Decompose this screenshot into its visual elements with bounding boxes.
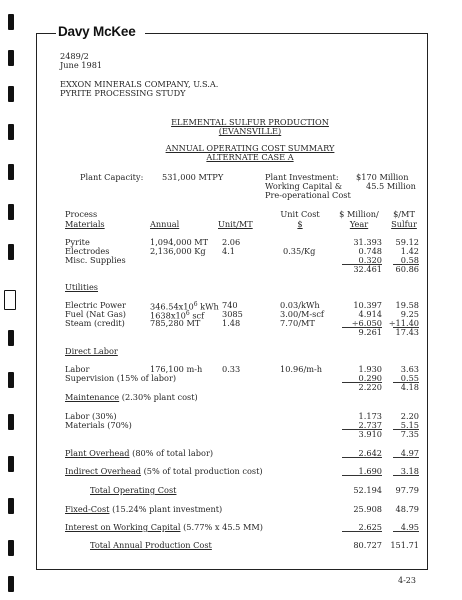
row-unit: 3085 — [222, 309, 243, 319]
row-per-mt: 4.97 — [400, 448, 419, 458]
header-process: Process — [65, 209, 98, 219]
row-million: 2.642 — [358, 448, 382, 458]
plant-investment-value: $170 Million — [356, 172, 409, 182]
frame-bottom — [36, 569, 428, 570]
total-annual-label: Total Annual Production Cost — [90, 540, 212, 550]
preop-label: Pre-operational Cost — [265, 190, 351, 200]
labor-total-million: 2.220 — [358, 382, 382, 392]
row-million: 1.690 — [358, 466, 382, 476]
page-number: 4-23 — [398, 576, 416, 585]
row-label: Pyrite — [65, 237, 90, 247]
row-label: Steam (credit) — [65, 318, 125, 328]
header-rule-left — [36, 33, 56, 34]
row-annual: 1,094,000 MT — [150, 237, 209, 247]
binding-mark — [8, 498, 14, 514]
binding-mark — [8, 124, 14, 140]
working-capital-value: 45.5 Million — [366, 181, 416, 191]
row-per-mt: 0.58 — [400, 255, 419, 265]
total-annual-per-mt: 151.71 — [390, 540, 419, 550]
row-unit: 1.48 — [222, 318, 241, 328]
row-label: Fuel (Nat Gas) — [65, 309, 126, 319]
header-year: Year — [349, 219, 369, 229]
section-utilities: Utilities — [65, 282, 99, 292]
row-unit: 0.33 — [222, 364, 241, 374]
row-label: Misc. Supplies — [65, 255, 126, 265]
binding-mark — [8, 204, 14, 220]
row-per-mt: 4.95 — [400, 522, 419, 532]
labor-total-per-mt: 4.18 — [400, 382, 419, 392]
doc-date: June 1981 — [60, 60, 103, 70]
materials-total-per-mt: 60.86 — [395, 264, 419, 274]
header-million: $ Million/ — [339, 209, 379, 219]
title-line-3: ANNUAL OPERATING COST SUMMARY — [165, 143, 335, 153]
total-operating-million: 52.194 — [353, 485, 382, 495]
maint-total-per-mt: 7.35 — [400, 429, 419, 439]
header-annual: Annual — [150, 219, 180, 229]
subtotal-rule — [342, 475, 382, 476]
row-million: 25.908 — [353, 504, 382, 514]
row-million: 0.748 — [358, 246, 382, 256]
row-million: 0.290 — [358, 373, 382, 383]
binding-mark — [8, 14, 14, 30]
utilities-total-million: 9.261 — [358, 327, 382, 337]
total-annual-million: 80.727 — [353, 540, 382, 550]
title-line-4: ALTERNATE CASE A — [206, 152, 294, 162]
indirect-overhead-row: Indirect Overhead (5% of total production cost) — [65, 466, 263, 476]
binding-mark — [8, 86, 14, 102]
subtotal-rule — [342, 531, 382, 532]
row-per-mt: 2.20 — [400, 411, 419, 421]
title-line-2: (EVANSVILLE) — [218, 126, 282, 136]
client-name: EXXON MINERALS COMPANY, U.S.A. — [60, 79, 219, 89]
plant-capacity-value: 531,000 MTPY — [162, 172, 224, 182]
plant-capacity-label: Plant Capacity: — [80, 172, 144, 182]
row-annual: $346.54x10^6$ kWh — [150, 301, 219, 312]
binding-mark — [8, 164, 14, 180]
binding-mark — [8, 50, 14, 66]
row-million: 4.914 — [358, 309, 382, 319]
title-line-1: ELEMENTAL SULFUR PRODUCTION — [171, 117, 329, 127]
subtotal-rule — [393, 475, 419, 476]
maint-total-million: 3.910 — [358, 429, 382, 439]
binding-mark — [8, 456, 14, 472]
row-per-mt: 5.15 — [400, 420, 419, 430]
plant-overhead-row: Plant Overhead (80% of total labor) — [65, 448, 214, 458]
row-unit-cost: 10.96/m-h — [280, 364, 323, 374]
row-annual: 2,136,000 Kg — [150, 246, 206, 256]
row-per-mt: 59.12 — [395, 237, 419, 247]
row-per-mt: ÷11.40 — [388, 318, 419, 328]
row-million: 31.393 — [353, 237, 382, 247]
subtotal-rule — [393, 457, 419, 458]
utilities-total-per-mt: 17.43 — [395, 327, 419, 337]
row-million: 2.625 — [358, 522, 382, 532]
header-materials: Materials — [65, 219, 105, 229]
row-unit-cost: 3.00/M-scf — [280, 309, 324, 319]
fixed-cost-row: Fixed-Cost (15.24% plant investment) — [65, 504, 223, 514]
row-million: 1.930 — [358, 364, 382, 374]
row-unit-cost: 0.03/kWh — [280, 300, 320, 310]
binding-mark — [8, 414, 14, 430]
binding-mark — [8, 576, 14, 592]
doc-number: 2489/2 — [60, 51, 89, 61]
header-unit-cost-sym: $ — [297, 219, 303, 229]
row-per-mt: 1.42 — [400, 246, 419, 256]
binding-mark — [8, 372, 14, 388]
row-million: ÷6.050 — [351, 318, 382, 328]
row-unit: 4.1 — [222, 246, 236, 256]
header-unit-cost: Unit Cost — [280, 209, 320, 219]
company-logo: Davy McKee — [58, 24, 136, 39]
section-direct-labor: Direct Labor — [65, 346, 118, 356]
row-per-mt: 9.25 — [400, 309, 419, 319]
plant-investment-label: Plant Investment: — [265, 172, 339, 182]
frame-left — [36, 33, 37, 570]
study-name: PYRITE PROCESSING STUDY — [60, 88, 186, 98]
row-annual: $1638x10^6$ scf — [150, 310, 205, 321]
row-annual: 176,100 m-h — [150, 364, 203, 374]
total-operating-per-mt: 97.79 — [395, 485, 419, 495]
maintenance-row: Maintenance (2.30% plant cost) — [65, 392, 198, 402]
row-unit-cost: 7.70/MT — [280, 318, 315, 328]
row-label: Electrodes — [65, 246, 110, 256]
binding-mark — [8, 244, 14, 260]
subtotal-rule — [393, 531, 419, 532]
row-million: 0.320 — [358, 255, 382, 265]
header-sulfur: Sulfur — [391, 219, 417, 229]
row-per-mt: 19.58 — [395, 300, 419, 310]
frame-right — [427, 33, 428, 570]
row-million: 10.397 — [353, 300, 382, 310]
header-unit-mt: Unit/MT — [218, 219, 253, 229]
row-million: 2.737 — [358, 420, 382, 430]
materials-total-million: 32.461 — [353, 264, 382, 274]
row-label: Labor (30%) — [65, 411, 117, 421]
row-unit: 2.06 — [222, 237, 241, 247]
row-million: 1.173 — [358, 411, 382, 421]
row-per-mt: 3.63 — [400, 364, 419, 374]
row-unit: 740 — [222, 300, 238, 310]
working-capital-label: Working Capital & — [265, 181, 343, 191]
header-rule-right — [145, 33, 428, 34]
total-operating-label: Total Operating Cost — [90, 485, 177, 495]
subtotal-rule — [342, 457, 382, 458]
row-label: Labor — [65, 364, 90, 374]
row-unit-cost: 0.35/Kg — [283, 246, 316, 256]
binding-mark — [4, 290, 16, 310]
row-label: Electric Power — [65, 300, 126, 310]
row-label: Materials (70%) — [65, 420, 132, 430]
binding-mark — [8, 330, 14, 346]
row-annual: 785,280 MT — [150, 318, 201, 328]
header-per-mt: $/MT — [393, 209, 415, 219]
row-per-mt: 48.79 — [395, 504, 419, 514]
row-per-mt: 0.55 — [400, 373, 419, 383]
interest-row: Interest on Working Capital (5.77% x 45.5 MM) — [65, 522, 263, 532]
row-label: Supervision (15% of labor) — [65, 373, 177, 383]
row-per-mt: 3.18 — [400, 466, 419, 476]
binding-mark — [8, 540, 14, 556]
